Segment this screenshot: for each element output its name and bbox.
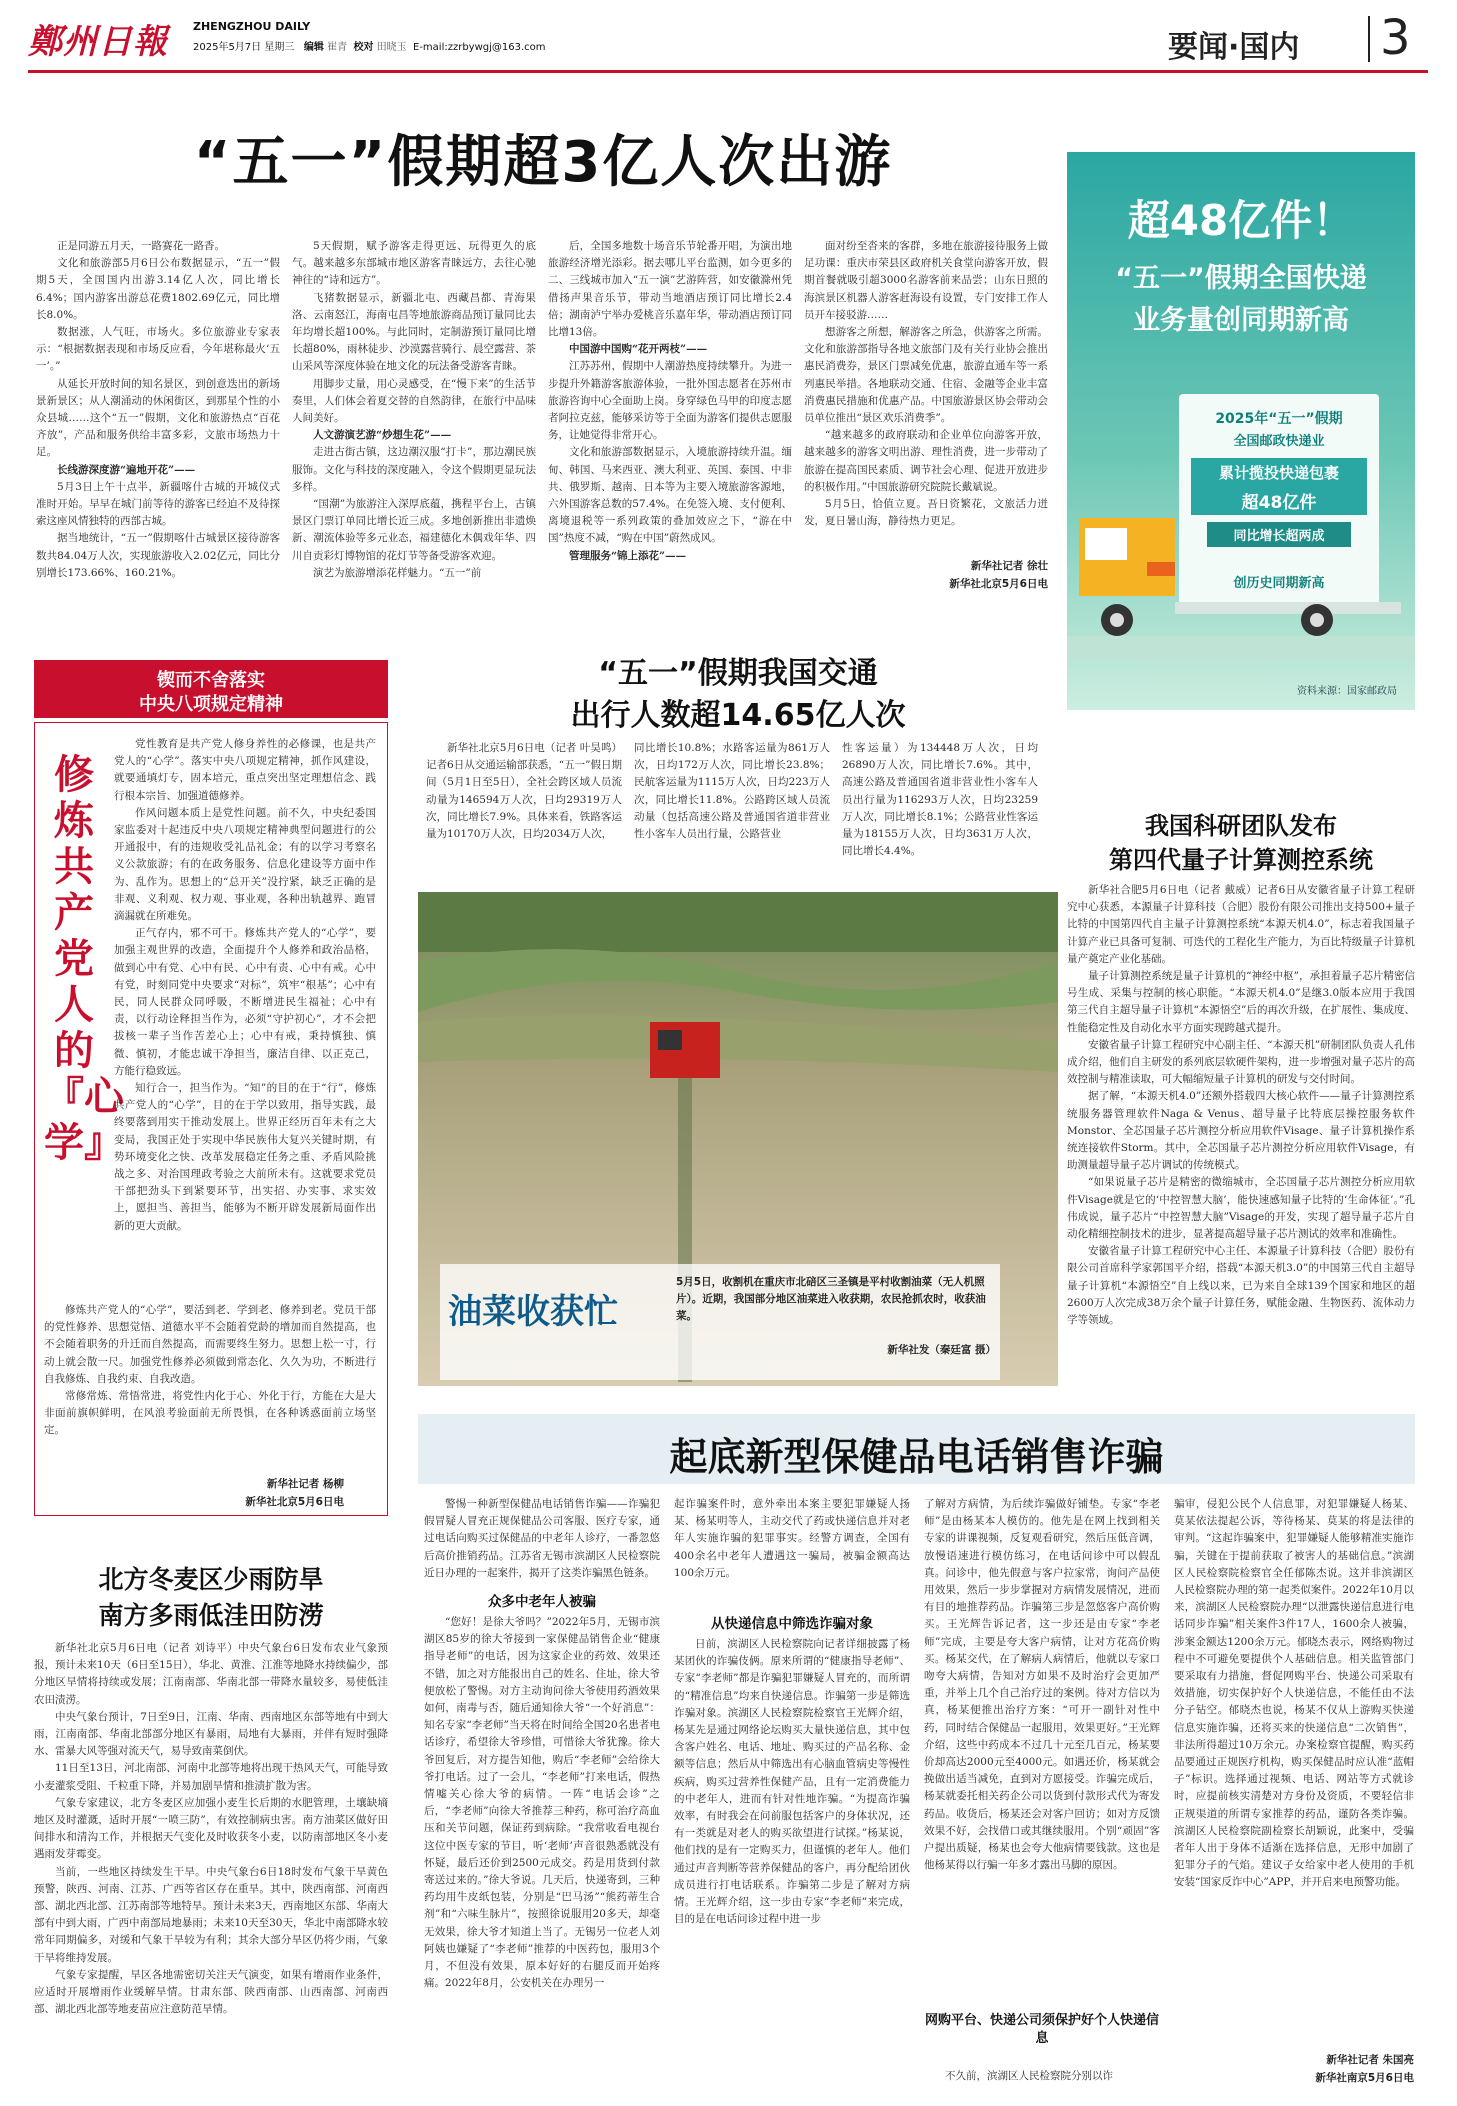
fraud-col-1: “您好！是徐大爷吗？”2022年5月，无锡市滨湖区85岁的徐大爷接到一家保健品销售企业“健康指导老师”的电话，因为这家企业的药效、效果还不错，加之对方能报出自己的姓名、住址，徐大爷便放松了警惕。对方主动询问徐大爷使用药酒效果如何，南毒与否，随后通知徐大爷“一个好消息”：知名专家“李老师”当天将在时间给全国20名患者电话诊疗，希望徐大爷珍惜，可惜徐大爷犹豫。徐大爷回复后，对方提告知他，购后“李老师”会给徐大爷打电话。过了一会儿，“李老师”打来电话，假热情嘘关心徐大爷的病情。一阵“电话会诊”之后，“李老师”向徐大爷推荐三种药，称可治疗高血压和关节问题，保证药到病除。“我常收看电视台这位中医专家的节目，听‘老师’声音很熟悉就没有怀疑，最后还价到2500元成交。药是用货到付款寄送过来的。”徐大爷说。几天后，快递寄到，三种药均用牛皮纸包装，分别是“巴马汤”“熊药蒂生合剂”和“六味生脉片”，按照徐说服用20多天，却毫无效果，徐大爷才知道上当了。无锡另一位老人刘阿姨也嫌疑了“李老师”推荐的中医药包，服用3个月，不但没有效果，原本好好的右腿反而开始疼痛。2022年8月，公安机关在办理另一: [424, 1616, 660, 1990]
para: 安徽省量子计算工程研究中心副主任、“本源天机”研制团队负责人孔伟成介绍，他们自主研发的系列底层软硬件架构，进一步增强对量子芯片的高效控制与精准读取，可大幅缩短量子计算机的研发与交付时间。: [1067, 1038, 1415, 1086]
truck-icon: [1067, 470, 1415, 660]
lead-col-4: [804, 238, 1048, 556]
ad-stat-box: 累计揽投快递包裹: [1191, 458, 1367, 487]
para: “国潮”为旅游注入深厚底蕴，携程平台上，古镇景区门票订单同比增长近三成。多地创新推出非遗焕新、潮流体验等多元业态，福建德化木偶戏年华、四川自贡彩灯博物馆的花灯节等备受游客欢迎。: [292, 498, 536, 562]
lead-col-2: [292, 238, 536, 588]
para: 5月3日上午十点半，新疆喀什古城的开城仪式准时开始。早早在城门前等待的游客已经迫不及待探索这座风情独特的西部古城。: [36, 480, 280, 528]
ad-tag-industry: 全国邮政快递业: [1233, 434, 1325, 449]
para: 演艺为旅游增添花样魅力。“五一”前: [313, 566, 482, 579]
para: “如果说量子芯片是精密的微缩城市，全芯国量子芯片测控分析应用软件Visage就是它的‘中控智慧大脑’，能快速感知量子比特的‘生命体征’。”孔伟成说，量子芯片“中控智慧大脑”Visage的开发，实现了超导量子芯片自动化精细控制技术的进步，显著提高超导量子芯片测试的效率和准确性。: [1067, 1176, 1415, 1241]
photo-credit: 新华社发（秦廷富 摄）: [887, 1344, 996, 1356]
para: 安徽省量子计算工程研究中心主任、本源量子计算科技（合肥）股份有限公司首席科学家郭国平介绍，搭载“本源天机3.0”的中国第三代自主超导量子计算机“本源悟空”自上线以来，已为来自全球139个国家和地区的超2600万人次完成38万余个量子计算任务，赋能金融、生物医药、流体动力学等领域。: [1067, 1245, 1415, 1327]
traffic-headline-2: 出行人数超14.65亿人次: [570, 698, 906, 733]
para: 面对纷至沓来的客群，多地在旅游接待服务上做足功课：重庆市荣县区政府机关食堂向游客开放，假期首餐就吸引超3000名游客前来品尝；山东日照的海滨景区机器人游客赶海设有设置，专门安排工作人员开车接驳游……: [804, 240, 1048, 321]
para: 5月5日，恰值立夏。吾日资繁花，文旅活力迸发，夏日暑山海，静待热力更足。: [804, 498, 1048, 528]
quantum-body: [1067, 882, 1415, 1402]
lead-dateline: 新华社北京5月6日电: [949, 578, 1048, 590]
proof-name: 田晓玉: [376, 42, 407, 53]
fraud-headline: 起底新型保健品电话销售诈骗: [669, 1435, 1164, 1479]
para: 常修常炼、常悟常进，将党性内化于心、外化于行，方能在大是大非面前旗帜鲜明，在风浪考验面前无所畏惧，在各种诱惑面前立场坚定。: [44, 1390, 376, 1437]
para: 文化和旅游部数据显示，入境旅游持续升温。缅甸、韩国、马来西亚、澳大利亚、英国、泰国、中非共、俄罗斯、越南、日本等为主要入境旅游客源地，六外国游客总数的57.4%。在免签入境、支付便利、离境退税等一系列政策的叠加效应之下，“游在中国”热度不减，“购在中国”蔚然成风。: [548, 446, 792, 545]
lead-col-1: [36, 238, 280, 588]
fraud-col-3: 了解对方病情，为后续诈骗做好铺垫。专家“李老师”是由杨某本人模仿的。他先是在网上找到相关专家的讲课视频，反复观看研究，然后压低音调，放慢语速进行模仿练习，在电话问诊中可以假乱真。问诊中，他先假意与客户拉家常，询问产品使用效果，然后一步步掌握对方病情发展情况，进而有目的地推荐药品。诈骗第三步是忽悠客户高价购买。王光辉告诉记者，这一步还是由专家“李老师”完成，主要是夸大客户病情，让对方花高价购买。杨某交代，在了解病人病情后，他就以专家口吻夸大病情，告知对方如果不及时治疗会更加严重，并举上几个自己治疗过的案例。待对方信以为真，杨某便推出治疗方案：“可开一副针对性中药，同时结合保健品一起服用，效果更好。”王光辉介绍，这些中药成本不过几十元至几百元，杨某要价却高达2000元至4000元。如遇还价，杨某就会挽做出适当减免，直到对方愿接受。诈骗完成后，杨某就委托相关药企公司以货到付款形式代为寄发药品。收货后，杨某还会对客户回访；如对方反馈效果不好，会找借口或其继续服用。个别“顽固”客户提出质疑，杨某也会夸大他病情要钱款。这也是他杨某得以行骗一年多才露出马脚的原因。: [924, 1498, 1160, 1872]
fraud-byline: 新华社记者 朱国亮: [1326, 2054, 1414, 2066]
para: “越来越多的政府联动和企业单位向游客开放，越来越多的游客文明出游、理性消费，进一步带动了旅游在提高国民素质、调节社会心理、促进开放进步的积极作用。”中国旅游研究院院长戴斌说。: [804, 429, 1048, 493]
para: 当前，一些地区持续发生干旱。中央气象台6日18时发布气象干旱黄色预警，陕西、河南、江苏、广西等省区存在重旱。其中，陕西南部、河南西部、湖北西北部、江苏南部等地特旱。预计未来3天，西南地区东部、华南大部有中到大雨，广西中南部局地暴雨；未来10天至30天，华北中南部降水较常年同期偏多，对缓和气象干旱较为有利；其余大部分旱区仍将少雨，气象干旱将维持发展。: [34, 1865, 388, 1964]
photo-title: 油菜收获忙: [448, 1292, 618, 1332]
para: 5天假期，赋予游客走得更远、玩得更久的底气。越来越多东部城市地区游客青睐远方，去往心驰神往的“诗和远方”。: [292, 240, 536, 287]
banner-line-1: 锲而不舍落实: [157, 670, 265, 691]
quantum-headline-1: 我国科研团队发布: [1145, 812, 1337, 840]
newspaper-logo: 鄭州日報: [28, 22, 168, 62]
commentary-byline: 新华社记者 杨柳: [266, 1478, 344, 1490]
fraud-col-2-lead: 起诈骗案件时，意外牵出本案主要犯罪嫌疑人扬某、杨某明等人，主动交代了药或快递信息并对老年人实施诈骗的犯罪事实。经警方调查，全国有400余名中老年人遭遇这一骗局，被骗金额高达100余万元。: [674, 1498, 910, 1579]
para: 长线游深度游“遍地开花”——: [57, 463, 196, 476]
banner-line-2: 中央八项规定精神: [139, 694, 283, 715]
para: 想游客之所想，解游客之所急，供游客之所需。文化和旅游部指导各地文旅部门及有关行业协会推出惠民消费券，景区门票减免优惠，旅游直通车等一系列惠民举措。各地联动交通、住宿、金融等企业丰富消费惠民措施和优惠产品。中国旅游景区协会带动会员单位推出“景区欢乐消费季”。: [804, 326, 1048, 425]
para: 据当地统计，“五一”假期喀什古城景区接待游客数共84.04万人次，实现旅游收入2.02亿元，同比分别增长173.66%、160.21%。: [36, 532, 280, 579]
proof-label: 校对: [353, 42, 374, 53]
issue-date: 2025年5月7日 星期三: [193, 42, 295, 53]
fraud-col-1-lead: 警惕一种新型保健品电话销售诈骗——诈骗犯假冒疑人冒充正规保健品公司客服、医疗专家，通过电话向购买过保健品的中老年人诊疗，一番忽悠后高价推销药品。江苏省无锡市滨湖区人民检察院近日办理的一起案件，揭开了这类诈骗黑色链条。: [424, 1498, 660, 1579]
commentary-body: [114, 736, 376, 1296]
para: 中国游中国购“花开两枝”——: [569, 343, 708, 356]
ad-growth: 同比增长超两成: [1207, 522, 1351, 547]
fraud-col-2: 日前，滨湖区人民检察院向记者详细披露了杨某团伙的诈骗伎俩。原来所谓的“健康指导老师”、专家“李老师”都是诈骗犯罪嫌疑人冒充的，而所谓的“精准信息”均来自快递信息。诈骗第一步是筛选诈骗对象。滨湖区人民检察院检察官王光辉介绍，杨某先是通过网络论坛购买大量快递信息，其中包含客户姓名、电话、地址、购买过的产品名称、金额等信息；然后从中筛选出有心脑血管病史等慢性疾病，购买过营养性保健产品，且有一定消费能力的中老年人，进而有针对性地诈骗。“为提高诈骗效率，有时我会在问前服包括客户的身体状况，还有一类就是对老人的购买欲望进行试探。”杨某说，他们找的是有一定购买力，但谨慎的老年人。他们通过声音判断等营养保健品的客户，再分配给团伙成员进行打电话联系。诈骗第二步是了解对方病情。王光辉介绍，这一步由专家“李老师”来完成，目的是在电话问诊过程中进一步: [674, 1638, 910, 1926]
para: 量子计算测控系统是量子计算机的“神经中枢”，承担着量子芯片精密信号生成、采集与控制的核心职能。“本源天机4.0”是继3.0版本应用于我国第三代自主超导量子计算机“本源悟空”后的再次升级，在扩展性、集成度、性能稳定性及自动化水平方面实现跨越式提升。: [1067, 970, 1415, 1034]
fraud-subhead-3: 网购平台、快递公司须保护好个人快递信息: [924, 2013, 1159, 2046]
para: 作风问题本质上是党性问题。前不久，中央纪委国家监委对十起违反中央八项规定精神典型问题进行的公开通报中，有的违规收受礼品礼金；有的以学习考察名义公款旅游；有的在政务服务、信息化建设等方面中作为、乱作为。思想上的“总开关”没拧紧，缺乏正确的是非观、义利观、权力观、事业观，各种出轨越界、跑冒滴漏就在所难免。: [114, 806, 376, 923]
ad-stat-value: 超48亿件: [1191, 486, 1367, 515]
para: 数据涨，人气旺，市场火。多位旅游业专家表示：“根据数据表现和市场反应看，今年堪称最火‘五一’。”: [36, 326, 280, 373]
editor-label: 编辑: [303, 42, 324, 53]
section-divider: [1368, 16, 1370, 62]
editor-name: 崔青: [327, 42, 348, 53]
weather-body: [34, 1640, 388, 2080]
para: 从延长开放时间的知名景区，到创意迭出的新场景新景区；从人潮涌动的休闲街区，到那星个性的小众县城……这个“五一”假期，文化和旅游热点“百花齐放”，产品和服务供给丰富多彩，文旅市场热力十足。: [36, 377, 280, 459]
para: 人文游演艺游“炒想生花”——: [313, 429, 452, 442]
newspaper-name-en: ZHENGZHOU DAILY: [193, 20, 311, 33]
traffic-col-2: 同比增长10.8%；水路客运量为861万人次，日均172万人次，同比增长23.8%；民航客运量为1115万人次，日均223万人次，同比增长11.8%。公路跨区域人员流动量（包括高速公路及普通国省道非营业性小客车人员出行量，公路营业: [634, 742, 830, 841]
express-infographic: [1067, 152, 1415, 710]
weather-headline-2: 南方多雨低洼田防涝: [98, 1601, 324, 1630]
para: 气象专家提醒，旱区各地需密切关注天气演变，如果有增雨作业条件，应适时开展增雨作业缓解旱情。甘肃东部、陕西南部、山西南部、河南西部、湖北西北部等地麦苗应注意防范旱情。: [34, 1968, 388, 2016]
para: 新华社北京5月6日电（记者 刘诗平）中央气象台6日发布农业气象预报，预计未来10天（6日至15日），华北、黄淮、江淮等地降水持续偏少，部分地区旱情将持续或发展；江南南部、华南北部一带降水量较多，易使低洼农田渍涝。: [34, 1642, 388, 1706]
para: 新华社合肥5月6日电（记者 戴威）记者6日从安徽省量子计算工程研究中心获悉，本源量子计算科技（合肥）股份有限公司推出支持500+量子比特的中国第四代自主量子计算测控系统“本源天机4.0”，标志着我国量子计算产业已具备可复制、可迭代的工程化生产能力，为百比特级量子计算机量产奠定产业化基础。: [1067, 884, 1415, 965]
ad-subhead-1: “五一”假期全国快递: [1115, 263, 1367, 294]
para: 据了解，“本源天机4.0”还额外搭载四大核心软件——量子计算测控系统服务器管理软件Naga & Venus、超导量子比特底层操控服务软件Monstor、全芯国量子芯片测控分析应用软件Visage、量子计算机操作系统连接软件Storm。其中，全芯国量子芯片测控分析应用软件Visage，有助测量超导量子芯片调试的传统模式。: [1067, 1090, 1415, 1172]
fraud-subhead-1: 众多中老年人被骗: [488, 1594, 596, 1610]
weather-headline-1: 北方冬麦区少雨防旱: [98, 1565, 324, 1594]
traffic-headline-1: “五一”假期我国交通: [598, 656, 878, 691]
ad-subhead-2: 业务量创同期新高: [1133, 305, 1349, 336]
para: 用脚步丈量，用心灵感受，在“慢下来”的生活节奏里，人们体会着夏交替的自然韵律，在旅行中品味人间美好。: [292, 377, 536, 425]
ad-record: 创历史同期新高: [1233, 576, 1325, 591]
para: 修炼共产党人的“心学”，要活到老、学到老、修养到老。党员干部的党性修养、思想觉悟、道德水平不会随着党龄的增加而自然提高，也不会随着职务的升迁而自然提高，而需要终生努力。思想上松一寸，行动上就会散一尺。加强党性修养必须做到常态化、久久为功，不断进行自我修炼、自我约束、自我改造。: [44, 1304, 376, 1385]
lead-byline: 新华社记者 徐壮: [970, 560, 1048, 572]
email[interactable]: E-mail:zzrbywgj@163.com: [413, 42, 546, 53]
traffic-col-1: 新华社北京5月6日电（记者 叶昊鸣）记者6日从交通运输部获悉，“五一”假日期间（5月1日至5日），全社会跨区域人员流动量为146594万人次，日均29319万人次，同比增长7.9%。具体来看，铁路客运量为10170万人次，日均2034万人次，: [426, 742, 622, 841]
para: 知行合一，担当作为。“知”的目的在于“行”，修炼共产党人的“心学”，目的在于学以致用，指导实践，最终要落到用实干推动发展上。世界正经历百年未有之大变局，我国正处于实现中华民族伟大复兴关键时期，有势环境变化之快、改革发展稳定任务之重、矛盾风险挑战之多、对治国理政考验之大前所未有。这就要求党员干部把劲头下到紧要环节，出实招、办实事、求实效上，愿担当、善担当，能够为不断开辟发展新局面作出新的更大贡献。: [114, 1082, 376, 1232]
fraud-col-4: 骗审，侵犯公民个人信息罪，对犯罪嫌疑人杨某、莫某依法提起公诉，等待杨某、莫某的将是法律的审判。“这起诈骗案中，犯罪嫌疑人能够精准实施诈骗，关键在于提前获取了被害人的基础信息。”滨湖区人民检察院检察官全任郁陈杰说。这并非滨湖区人民检察院办理的第一起类似案件。2022年10月以来，滨湖区人民检察院办理“以泄露快递信息进行电话同步诈骗”相关案件3件17人，1600余人被骗，涉案金额达1200余万元。郁晓杰表示，网络购物过程中不可避免要提供个人基础信息。相关监管部门要采取有力措施，督促网购平台、快递公司采取有效措施，切实保护好个人快递信息，不能任由不法分子钻空。郁晓杰也说，杨某不仅从上游购买快递信息实施诈骗，还将买来的快递信息“二次销售”，非法所得超过10万余元。办案检察官提醒，购买药品要通过正规医疗机构，购买保健品时应认准“蓝帽子”标识。选择通过视频、电话、网站等方式就诊时，应提前核实清楚对方身份及资质，不要轻信非正规渠道的所谓专家推荐的药品，谨防各类诈骗。滨湖区人民检察院副检察长胡颖说，此案中，受骗者年人出于身体不适渐在选择信息，无形中加剧了犯罪分子的气焰。建议子女给家中老人使用的手机安装“国家反诈中心”APP，并开启来电预警功能。: [1174, 1498, 1414, 1889]
issue-info: [193, 38, 546, 53]
para: 党性教育是共产党人修身养性的必修课，也是共产党人的“心学”。落实中央八项规定精神，抓作风建设，就要通填灯专，固本培元，重点突出坚定理想信念、践行根本宗旨、加强道德修养。: [114, 738, 376, 802]
masthead: [28, 12, 1428, 70]
commentary-title: 修炼共产党人的『心学』: [44, 752, 124, 1166]
page-number: 3: [1380, 10, 1411, 66]
traffic-col-3: 性客运量）为134448万人次，日均26890万人次，同比增长7.6%。其中，高速公路及普通国省道非营业性小客车人员出行量为116293万人次，日均23259万人次，同比增长8.1%；公路营业性客运量为18155万人次，日均3631万人次，同比增长4.4%。: [842, 742, 1038, 858]
section-label: 要闻·国内: [1168, 30, 1300, 65]
para: 中央气象台预计，7日至9日，江南、华南、西南地区东部等地有中到大雨，江南南部、华南北部部分地区有暴雨，局地有大暴雨，并伴有短时强降水、雷暴大风等强对流天气，易导致南菜倒伏。: [34, 1710, 388, 1758]
para: 文化和旅游部5月6日公布数据显示，“五一”假期5天，全国国内出游3.14亿人次，同比增长6.4%；国内游客出游总花费1802.69亿元，同比增长8.0%。: [36, 257, 280, 321]
fraud-subhead-2: 从快递信息中筛选诈骗对象: [711, 1616, 873, 1632]
para: 飞猪数据显示，新疆北屯、西藏昌都、青海果洛、云南怒江，海南屯昌等地旅游商品预订量同比去年均增长超100%。与此同时，定制游预订量同比增长超80%，雨林徒步、沙漠露营骑行、晨空露营、茶山采风等深度体验在地文化的玩法备受游客青睐。: [292, 291, 536, 373]
lead-headline: “五一”假期超3亿人次出游: [193, 130, 893, 195]
photo-caption: 5月5日，收割机在重庆市北碚区三圣镇是平村收割油菜（无人机照片）。近期，我国部分地区油菜进入收获期，农民抢抓农时，收获油菜。: [676, 1276, 986, 1322]
para: 管理服务“锦上添花”——: [569, 549, 687, 562]
masthead-rule: [28, 70, 1428, 73]
commentary-dateline: 新华社北京5月6日电: [245, 1496, 344, 1508]
ad-tag-year: 2025年“五一”假期: [1215, 411, 1343, 427]
para: 11日至13日，河北南部、河南中北部等地将出现干热风天气，可能导致小麦灌浆受阻、千粒重下降，并易加剧旱情和推渍扩散为害。: [34, 1762, 388, 1792]
para: 江苏苏州，假期中人潮游热度持续攀升。为进一步提升外籍游客旅游体验，一批外国志愿者在苏州市旅游咨询中心全面助上岗。身穿绿色马甲的印度志愿者阿拉克兹，能够采访等于全面为游客们提供志愿服务，让她觉得非常开心。: [548, 360, 792, 442]
fraud-col-3-tail: 不久前，滨湖区人民检察院分别以诈: [945, 2070, 1113, 2082]
ad-headline: 超48亿件！: [1127, 196, 1355, 245]
ad-source: 资料来源：国家邮政局: [1297, 686, 1397, 697]
commentary-body-lower: [44, 1302, 376, 1474]
fraud-dateline: 新华社南京5月6日电: [1315, 2072, 1414, 2084]
para: 正是同游五月天，一路赛花一路香。: [57, 240, 225, 252]
para: 正气存内，邪不可干。修炼共产党人的“心学”，要加强主观世界的改造，全面提升个人修养和政治品格，做到心中有党、心中有民、心中有责、心中有戒。心中有党，时刻同党中央要求“对标”，筑牢“根基”；心中有民，同人民群众同呼吸，不断增进民生福祉；心中有责，以行动诠释担当作为，必须“守护初心”，才不会把拔核一辈子当作苦差心上；心中有戒，秉持慎独、慎微、慎初，才能忠诚干净担当，廉洁自律、以正克己，方能行稳致远。: [114, 927, 376, 1077]
quantum-headline-2: 第四代量子计算测控系统: [1109, 846, 1373, 874]
lead-col-3: [548, 238, 792, 588]
policy-banner: [34, 660, 388, 718]
para: 后，全国多地数十场音乐节轮番开唱，为演出地旅游经济增光添彩。据去哪儿平台监测，如今更多的二、三线城市加入“五一演”艺游阵营，如安徽滁州凭借扬声果音乐节，带动当地酒店预订同比增长2.4倍；湖南泸宁举办爱桃音乐嘉年华，带动酒店预订同比增13倍。: [548, 240, 792, 339]
para: 气象专家建议，北方冬麦区应加强小麦生长后期的水肥管理，土壤缺墒地区及时灌溉，适时开展“一喷三防”，有效控制病虫害。南方油菜区做好田间排水和清沟工作，并根据天气变化及时收获冬小麦，以防南部地区冬小麦遇雨发芽霉变。: [34, 1796, 388, 1861]
para: 走进古街古镇，这边潮汉服“打卡”，那边潮民族服饰。文化与科技的深度融入，令这个假期更显玩法多样。: [292, 446, 536, 493]
